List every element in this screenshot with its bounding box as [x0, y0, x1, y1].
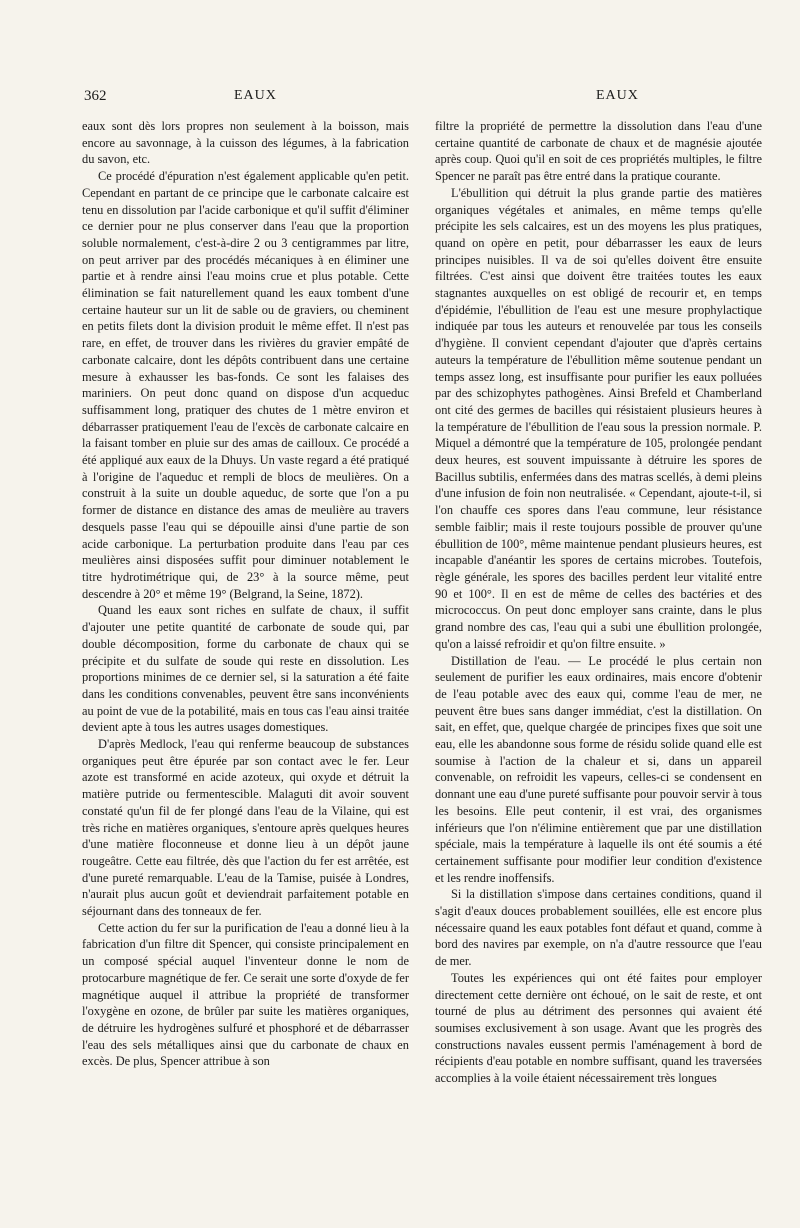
- paragraph: Cette action du fer sur la purification de l'eau a donné lieu à la fabrication d'un filtre dit Spencer, qui consiste principalement en un composé spécial auquel l'inventeur donne le nom de protocarbure magnétique de fer. Ce serait une sorte d'oxyde de fer magnétique auquel il attribue la propriété de transformer l'oxygène en ozone, de brûler par suite les matières organiques, de détruire les hydrogènes sulfuré et phosphoré et de débarrasser l'eau des sels métalliques ainsi que du carbonate de chaux en excès. De plus, Spencer attribue à son: [82, 920, 409, 1069]
- page-number: 362: [84, 88, 107, 104]
- paragraph: Quand les eaux sont riches en sulfate de chaux, il suffit d'ajouter une petite quantité de carbonate de soude qui, par double décomposition, forme du carbonate de chaux qui se précipite et du sulfate de soude qui reste en dissolution. Les proportions minimes de ce dernier sel, si la saturation a été faite dans les conditions convenables, peuvent être sans inconvénients au point de vue de la potabilité, mais en tous cas l'eau ainsi traitée devient apte à tous les autres usages domestiques.: [82, 603, 409, 735]
- paragraph: L'ébullition qui détruit la plus grande partie des matières organiques végétales et animales, en même temps qu'elle précipite les sels calcaires, est un des moyens les plus pratiques, quand on opère en petit, pour débarrasser les eaux de leurs principes nuisibles. Il va de soi qu'elles doivent être ensuite filtrées. C'est ainsi que doivent être traitées toutes les eaux stagnantes auxquelles on est obligé de recourir et, en temps d'épidémie, l'ébullition de l'eau est une mesure prophylactique indiquée par tous les auteurs et renouvelée par tous les conseils d'hygiène. Il convient cependant d'ajouter que d'après certains auteurs la température de l'ébullition même soutenue pendant un temps assez long, est insuffisante pour purifier les eaux polluées par des schizophytes pathogènes. Ainsi Brefeld et Chamberland ont cité des germes de bacilles qui résistaient plusieurs heures à la température de l'ébullition de l'eau sous la pression normale. P. Miquel a démontré que la température de 105, prolongée pendant deux heures, est souvent impuissante à détruire les spores de Bacillus subtilis, enfermées dans des matras scellés, à demi pleins d'une infusion de foin non neutralisée. « Cependant, ajoute-t-il, si l'on chauffe ces spores dans l'eau commune, leur résistance semble faiblir; mais il reste toujours possible de prouver qu'une ébullition de 100°, même maintenue pendant plusieurs heures, est incapable d'anéantir les spores de certains microbes. Toutefois, règle générale, les spores des bacilles perdent leur vitalité entre 90 et 100°. Il en est de même de celles des bactéries et des micrococcus. On peut donc employer sans crainte, dans le plus grand nombre des cas, l'eau qui a subi une ébullition prolongée, qu'on a laissé refroidir et qu'on filtre ensuite. »: [435, 185, 762, 651]
- right-column: [435, 118, 762, 1172]
- page-header: [84, 88, 716, 112]
- paragraph: Si la distillation s'impose dans certaines conditions, quand il s'agit d'eaux douces probablement souillées, elle est encore plus nécessaire quand les eaux potables font défaut et quand, comme à bord des navires par exemple, on n'a d'autre ressource que l'eau de mer.: [435, 887, 762, 969]
- running-title-right: EAUX: [596, 88, 639, 103]
- paragraph: D'après Medlock, l'eau qui renferme beaucoup de substances organiques peut être épurée par son contact avec le fer. Leur azote est transformé en acide azoteux, qui oxyde et détruit la matière putride ou fermentescible. Malaguti dit avoir souvent constaté qu'un fil de fer plongé dans l'eau de la Vilaine, qui est très riche en matières organiques, s'entoure après quelques heures d'une matière floconneuse et donne lieu à un dépôt jaune rougeâtre. Cette eau filtrée, dès que l'action du fer est arrêtée, est d'une pureté remarquable. L'eau de la Tamise, puisée à Londres, n'aurait plus aucun goût et deviendrait parfaitement potable en séjournant dans des tonneaux de fer.: [82, 737, 409, 919]
- text-columns: [82, 118, 762, 1172]
- running-title-left: EAUX: [234, 88, 277, 103]
- paragraph: Toutes les expériences qui ont été faites pour employer directement cette dernière ont échoué, on le sait de reste, et ont tourné de plus au détriment des personnes qui avaient été soumises exclusivement à son usage. Avant que les progrès des constructions navales eussent permis l'aménagement à bord de récipients d'eau potable en nombre suffisant, quand les traversées accomplies à la voile étaient nécessairement très longues: [435, 970, 762, 1086]
- left-column: [82, 118, 409, 1172]
- paragraph: filtre la propriété de permettre la dissolution dans l'eau d'une certaine quantité de carbonate de chaux et de magnésie ajoutée après coup. Quoi qu'il en soit de ces propriétés multiples, le filtre Spencer ne paraît pas être entré dans la pratique courante.: [435, 119, 762, 184]
- paragraph: Distillation de l'eau. — Le procédé le plus certain non seulement de purifier les eaux ordinaires, mais encore d'obtenir de l'eau potable avec des eaux qui, comme l'eau de mer, ne peuvent être bues sans danger immédiat, c'est la distillation. On sait, en effet, que, quelque chargée de principes fixes que soit une eau, elle les abandonne sous forme de résidu solide quand elle est soumise à l'action de la chaleur et si, dans un appareil convenable, on refroidit les vapeurs, celles-ci se condensent en donnant une eau d'une pureté suffisante pour pouvoir servir à tous les besoins. Elle peut contenir, il est vrai, des organismes inférieurs que l'on n'élimine entièrement que par une distillation spéciale, mais la température à laquelle ils ont été soumis a été certainement suffisante pour modifier leur condition d'existence et les rendre inoffensifs.: [435, 653, 762, 885]
- paragraph: eaux sont dès lors propres non seulement à la boisson, mais encore au savonnage, à la cuisson des légumes, à la fabrication du savon, etc.: [82, 119, 409, 167]
- paragraph: Ce procédé d'épuration n'est également applicable qu'en petit. Cependant en partant de ce principe que le carbonate calcaire est tenu en dissolution par l'acide carbonique et qu'il suffit d'éliminer ce dernier pour ne plus conserver dans l'eau que la proportion soluble normalement, c'est-à-dire 2 ou 3 centigrammes par litre, on peut arriver par des procédés mécaniques à en éliminer une partie et à rendre ainsi l'eau moins crue et plus potable. Cette élimination se fait naturellement quand les eaux tombent d'une certaine hauteur sur un lit de sable ou de graviers, ou cheminent en petits filets dont la division produit le même effet. Il n'est pas rare, en effet, de trouver dans les rivières du gravier empâté de carbonate calcaire, dont les dépôts contribuent dans une certaine mesure à exhausser les bas-fonds. Ce sont les falaises des mariniers. On peut donc quand on dispose d'un acqueduc suffisamment long, pratiquer des chutes de 1 mètre environ et débarrasser pratiquement l'eau de l'excès de carbonate calcaire en la faisant tomber en pluie sur des amas de cailloux. Ce procédé a été appliqué aux eaux de la Dhuys. Un vaste regard a été pratiqué à l'origine de l'aqueduc et rempli de blocs de meulières. On a construit à la suite un double aqueduc, de sorte que l'on a pu former de distance en distance des amas de meulière au travers desquels passe l'eau qui se dépouille ainsi d'une partie de son acide carbonique. La perturbation produite dans l'eau par ces meulières ainsi disposées suffit pour diminuer notablement le titre hydrotimétrique qui, de 23° à la source même, peut descendre à 20° et même 19° (Belgrand, la Seine, 1872).: [82, 169, 409, 601]
